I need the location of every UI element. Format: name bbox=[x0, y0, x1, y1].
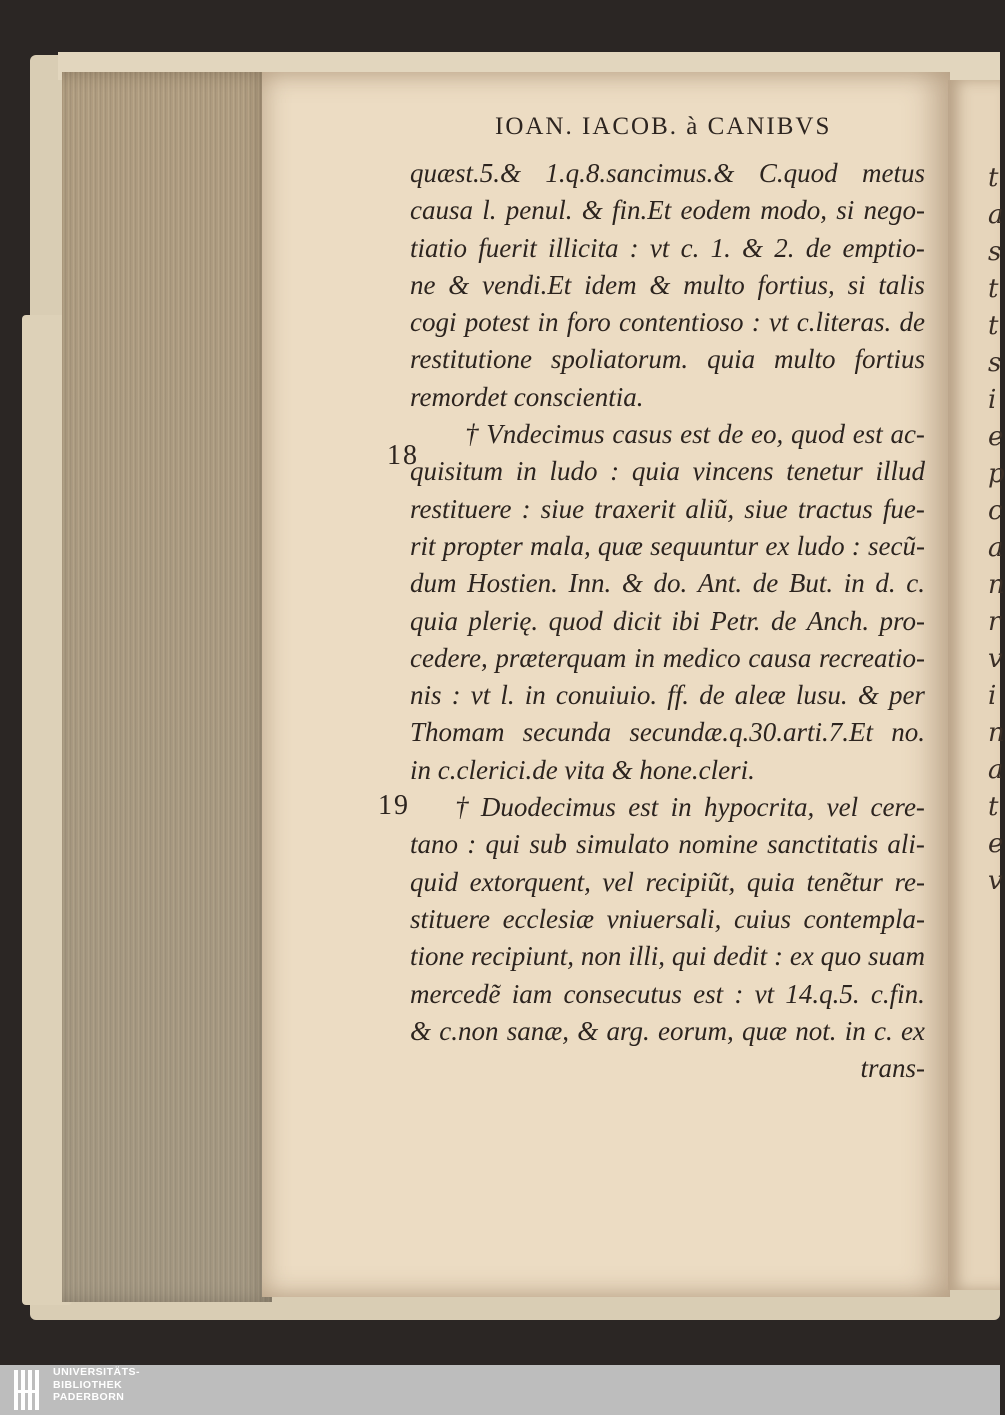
facing-page-fragment: s bbox=[988, 348, 1002, 378]
text-line: quæst.5.& 1.q.8.sancimus.& C.quod metus bbox=[410, 158, 925, 188]
text-line: restitutione spoliatorum. quia multo fortius bbox=[410, 344, 925, 375]
facing-page-fragment: t bbox=[988, 311, 999, 341]
text-line: causa l. penul. & fin.Et eodem modo, si nego- bbox=[410, 195, 925, 226]
facing-page-fragment: a bbox=[988, 200, 1004, 230]
text-line: remordet conscientia. bbox=[410, 381, 644, 412]
facing-page-fragment: v bbox=[988, 644, 1003, 674]
library-name bbox=[53, 1366, 140, 1404]
text-line: tione recipiunt, non illi, qui dedit : ex quo suam bbox=[410, 941, 925, 972]
text-line: † Duodecimus est in hypocrita, vel cere- bbox=[455, 792, 925, 823]
text-line: Thomam secunda secundæ.q.30.arti.7.Et no. bbox=[410, 717, 925, 748]
facing-page-fragment: r bbox=[988, 607, 1001, 637]
text-line: cedere, præterquam in medico causa recreatio- bbox=[410, 642, 925, 673]
page-text bbox=[410, 155, 925, 1087]
text-line: tiatio fuerit illicita : vt c. 1. & 2. de emptio- bbox=[410, 232, 925, 263]
text-line: & c.non sanæ, & arg. eorum, quæ not. in c. ex bbox=[410, 1015, 925, 1046]
facing-page-fragment: t bbox=[988, 274, 999, 304]
footer-bar bbox=[0, 1365, 1000, 1415]
text-line: ne & vendi.Et idem & multo fortius, si talis bbox=[410, 269, 925, 300]
margin-number-19: 19 bbox=[378, 790, 410, 821]
text-line: rit propter mala, quæ sequuntur ex ludo : secũ- bbox=[410, 530, 925, 561]
facing-page-fragment: t bbox=[988, 792, 999, 822]
text-line: nis : vt l. in conuiuio. ff. de aleæ lusu. & per bbox=[410, 680, 925, 711]
library-logo-icon bbox=[14, 1368, 46, 1412]
text-line: quid extorquent, vel recipiũt, quia tenẽtur re- bbox=[410, 866, 925, 897]
facing-page-fragment: e bbox=[988, 829, 1004, 859]
facing-page-fragment: e bbox=[988, 422, 1004, 452]
catchword: trans- bbox=[860, 1053, 925, 1084]
facing-page bbox=[948, 80, 1005, 1290]
facing-page-fragment: i bbox=[988, 681, 997, 711]
facing-page-fragment: p bbox=[988, 459, 1005, 489]
facing-page-fragment: a bbox=[988, 755, 1004, 785]
facing-page-fragment: n bbox=[988, 570, 1005, 600]
text-line: dum Hostien. Inn. & do. Ant. de But. in d. c. bbox=[410, 568, 925, 599]
margin-number-18: 18 bbox=[387, 440, 419, 471]
facing-page-fragment: s bbox=[988, 237, 1002, 267]
text-line: cogi potest in foro contentioso : vt c.literas. de bbox=[410, 307, 925, 338]
page-block-edge bbox=[62, 72, 272, 1302]
facing-page-fragment: c bbox=[988, 496, 1003, 526]
text-line: quisitum in ludo : quia vincens tenetur illud bbox=[410, 456, 925, 487]
facing-page-fragment: n bbox=[988, 718, 1005, 748]
text-line: quia plerię. quod dicit ibi Petr. de Anch. pro- bbox=[410, 605, 925, 636]
facing-page-fragment: a bbox=[988, 533, 1004, 563]
library-name-line3: PADERBORN bbox=[53, 1391, 125, 1403]
facing-page-fragment: v bbox=[988, 866, 1003, 896]
text-line: restituere : siue traxerit aliũ, siue tractus fue- bbox=[410, 493, 925, 524]
text-line: tano : qui sub simulato nomine sanctitatis ali- bbox=[410, 829, 925, 860]
text-line: mercedẽ iam consecutus est : vt 14.q.5. c.fin. bbox=[410, 978, 925, 1009]
library-name-line2: BIBLIOTHEK bbox=[53, 1378, 123, 1391]
text-line: † Vndecimus casus est de eo, quod est ac- bbox=[465, 419, 925, 450]
running-head: IOAN. IACOB. à CANIBVS bbox=[495, 113, 832, 140]
library-name-line1: UNIVERSITÄTS- bbox=[53, 1366, 141, 1378]
facing-page-fragment: t bbox=[988, 163, 999, 193]
facing-page-fragment: i bbox=[988, 385, 997, 415]
text-line: in c.clerici.de vita & hone.cleri. bbox=[410, 754, 755, 785]
text-line: stituere ecclesiæ vniuersali, cuius contempla- bbox=[410, 903, 925, 934]
